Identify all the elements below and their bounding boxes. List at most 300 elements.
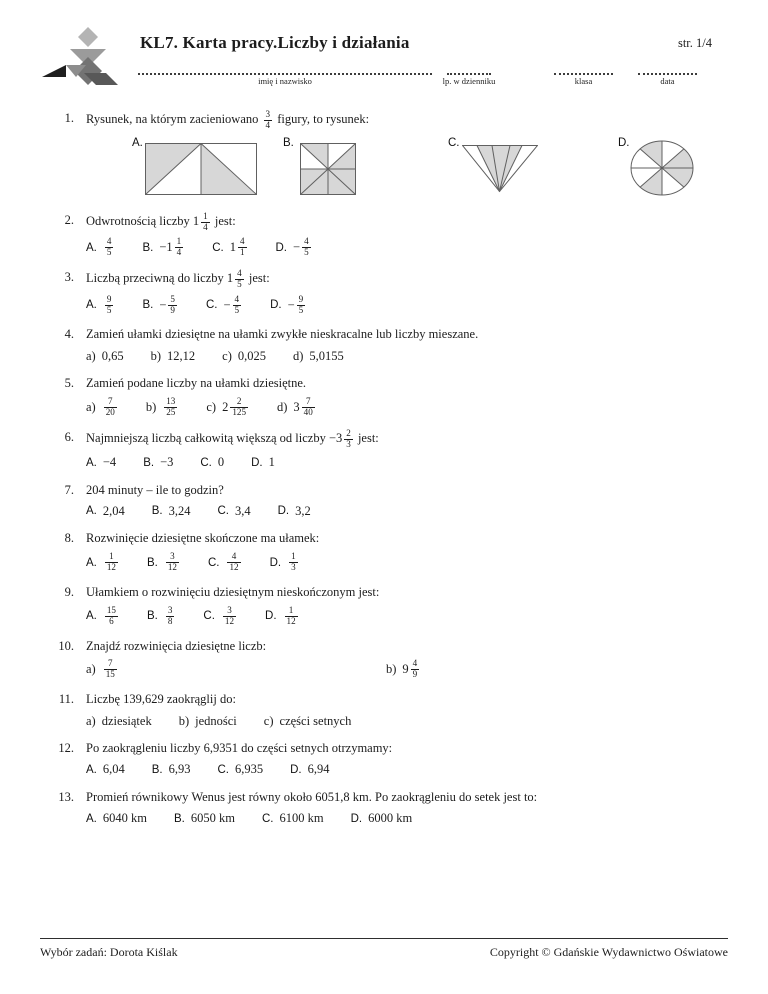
fraction — [105, 295, 114, 316]
option-value — [167, 349, 195, 364]
text: 0 — [217, 455, 225, 470]
option-c — [222, 349, 266, 364]
question-number: 2. — [64, 212, 74, 227]
question-number: 9. — [64, 585, 74, 599]
mixed-number-whole: 2 — [222, 400, 229, 415]
question-number: 13. — [58, 789, 74, 804]
option-value — [103, 455, 116, 470]
text: 6000 km — [368, 811, 413, 826]
text: jedności — [195, 713, 237, 728]
options-row — [86, 713, 728, 729]
option-B — [143, 455, 173, 470]
option-value — [293, 397, 316, 418]
question-12 — [40, 740, 728, 778]
fraction-numerator: 1 — [176, 236, 182, 247]
option-value — [164, 606, 177, 627]
mixed-number-whole: 1 — [229, 240, 236, 255]
option-letter: B. — [151, 505, 163, 518]
fraction-denominator: 20 — [105, 407, 115, 418]
fraction-denominator: 12 — [286, 615, 296, 626]
text: Znajdź rozwinięcia dziesiętne liczb: — [86, 638, 267, 653]
fraction-numerator: 7 — [107, 658, 113, 669]
option-letter: d) — [277, 400, 288, 415]
option-value — [269, 455, 275, 470]
text: jest: — [211, 213, 236, 228]
option-letter: D. — [275, 241, 287, 254]
option-D — [276, 237, 313, 258]
fraction-denominator: 4 — [203, 221, 208, 232]
option-letter: d) — [292, 348, 304, 363]
options-row — [86, 606, 728, 627]
text: Zamień podane liczby na ułamki dziesiętne. — [86, 376, 307, 391]
fraction — [230, 397, 248, 418]
option-letter: D. — [269, 556, 282, 569]
option-letter: C. — [203, 610, 215, 623]
question-number: 6. — [64, 429, 74, 444]
text: 6050 km — [190, 811, 235, 826]
fraction-numerator: 4 — [412, 658, 418, 669]
option-value — [160, 455, 173, 470]
option-letter: A. — [86, 763, 97, 776]
question-5 — [40, 375, 728, 418]
option-a — [86, 397, 119, 418]
fraction — [411, 659, 420, 680]
question-9 — [40, 584, 728, 627]
option-d — [293, 349, 344, 364]
page-title: KL7. Karta pracy.Liczby i działania — [140, 33, 410, 52]
text: − — [293, 240, 301, 255]
option-letter: D. — [270, 299, 282, 312]
option-letter: A. — [86, 299, 97, 312]
fraction-numerator: 1 — [203, 210, 208, 221]
option-letter: D. — [290, 763, 302, 776]
question-body — [86, 482, 728, 520]
fraction-numerator: 4 — [106, 236, 112, 247]
fraction — [302, 237, 311, 258]
fraction-numerator: 9 — [106, 293, 112, 304]
option-C — [262, 811, 324, 826]
question-13 — [40, 789, 728, 827]
dotted-fill-in-line — [138, 62, 432, 75]
option-B — [174, 811, 235, 826]
option-letter: b) — [178, 713, 190, 728]
option-value — [103, 295, 116, 316]
fraction-numerator: 5 — [170, 293, 175, 304]
option-letter: C. — [212, 241, 224, 254]
option-C — [218, 504, 251, 519]
option-D — [265, 606, 300, 627]
fraction-numerator: 15 — [106, 604, 116, 615]
text: Odwrotnością liczby — [86, 213, 193, 228]
fraction — [168, 295, 177, 316]
question-number: 10. — [58, 638, 74, 653]
option-A — [86, 455, 116, 470]
question-6 — [40, 429, 728, 471]
option-letter: B. — [142, 241, 154, 254]
option-b — [386, 659, 421, 680]
option-value — [102, 349, 124, 364]
option-letter: a) — [86, 348, 96, 363]
fraction — [105, 237, 114, 258]
fraction-denominator: 12 — [224, 615, 235, 626]
options-row — [86, 397, 728, 418]
fraction-denominator: 12 — [229, 562, 239, 573]
question-number: 4. — [64, 327, 74, 342]
option-value — [195, 714, 237, 729]
question-text — [86, 530, 728, 547]
option-B — [152, 504, 191, 519]
option-letter: D. — [251, 456, 263, 469]
mixed-number-whole: 3 — [293, 400, 300, 415]
option-value — [280, 714, 352, 729]
text: 6,93 — [168, 762, 191, 777]
question-number: 11. — [58, 692, 74, 707]
fraction — [297, 295, 306, 316]
question-text — [86, 482, 728, 499]
option-B — [147, 552, 181, 573]
question-text — [86, 740, 728, 757]
question-text — [86, 375, 728, 392]
fraction-denominator: 9 — [170, 304, 175, 315]
question-4 — [40, 326, 728, 364]
footer-copyright: Copyright © Gdańskie Wydawnictwo Oświatowe — [489, 945, 728, 959]
fraction-numerator: 2 — [236, 396, 242, 407]
questions — [40, 110, 728, 838]
text: 0,025 — [237, 348, 266, 363]
fraction-numerator: 4 — [234, 293, 240, 304]
question-body — [86, 740, 728, 778]
fraction — [105, 606, 118, 627]
option-A — [86, 504, 125, 519]
option-value — [103, 237, 116, 258]
question-body — [86, 638, 728, 681]
fraction — [166, 606, 175, 627]
fraction-denominator: 4 — [176, 247, 182, 258]
option-value — [103, 504, 125, 519]
option-letter: B. — [151, 763, 163, 776]
question-body — [86, 584, 728, 627]
question-body — [86, 375, 728, 418]
fraction — [223, 606, 236, 627]
text: 12,12 — [167, 348, 196, 363]
fraction-denominator: 25 — [166, 407, 176, 418]
option-letter: b) — [150, 348, 162, 363]
question-number: 5. — [64, 376, 74, 391]
fraction — [238, 237, 247, 258]
option-letter: c) — [206, 400, 217, 415]
option-c — [206, 397, 250, 418]
field-label: lp. w dzienniku — [442, 76, 496, 86]
options-row — [86, 552, 728, 573]
text: 204 minuty – ile to godzin? — [86, 482, 224, 497]
question-number: 1. — [64, 111, 74, 125]
options-row — [86, 455, 728, 471]
fraction-numerator: 3 — [167, 604, 173, 615]
text: Promień równikowy Wenus jest równy około 6051,8 km. Po zaokrągleniu do setek jest to: — [86, 789, 538, 804]
option-D — [270, 552, 300, 573]
question-2 — [40, 212, 728, 258]
fraction-denominator: 3 — [346, 438, 351, 449]
text: 0,65 — [101, 348, 124, 363]
option-C — [200, 455, 224, 470]
question-1 — [40, 110, 728, 201]
option-letter: A. — [86, 610, 97, 623]
fraction — [166, 552, 179, 573]
option-value — [103, 552, 120, 573]
text: −3 — [160, 455, 174, 470]
question-body — [86, 691, 728, 729]
text: Liczbą przeciwną do liczby — [86, 270, 227, 285]
option-value — [169, 504, 191, 519]
text: 3,24 — [168, 503, 191, 518]
figure-c-triangle — [462, 145, 538, 193]
text: Po zaokrągleniu liczby 6,9351 do części setnych otrzymamy: — [86, 741, 393, 755]
fraction-numerator: 3 — [265, 109, 271, 119]
option-value — [235, 762, 263, 777]
option-value — [293, 237, 313, 258]
option-value — [164, 552, 181, 573]
text: 6,04 — [102, 762, 125, 777]
text: 1 — [268, 455, 275, 470]
text: części setnych — [279, 713, 352, 728]
figure-d-circle — [630, 140, 694, 197]
option-value — [102, 659, 119, 680]
mixed-number-whole: 1 — [166, 240, 173, 255]
question-number: 12. — [58, 741, 74, 755]
option-A — [86, 295, 115, 316]
field-name-surname — [138, 62, 432, 84]
fraction — [235, 269, 244, 290]
text: 2,04 — [102, 503, 125, 518]
option-letter: c) — [263, 713, 274, 728]
text: Zamień ułamki dziesiętne na ułamki zwykłe nieskracalne lub liczby mieszane. — [86, 327, 479, 342]
option-letter: A. — [86, 241, 97, 254]
option-C — [206, 295, 243, 316]
fraction-denominator: 5 — [298, 304, 304, 315]
option-value — [287, 552, 300, 573]
fraction-numerator: 7 — [107, 396, 113, 407]
option-value — [223, 295, 243, 316]
option-letter: B. — [143, 456, 155, 469]
fraction-numerator: 4 — [239, 236, 245, 247]
option-value — [103, 606, 120, 627]
fraction — [302, 397, 315, 418]
text: 6100 km — [279, 811, 324, 826]
option-value — [368, 811, 412, 826]
gwo-tangram-logo-icon — [38, 26, 122, 90]
option-letter: c) — [222, 348, 232, 363]
dotted-fill-in-line — [554, 62, 613, 75]
dotted-fill-in-line — [638, 62, 697, 75]
option-C — [212, 237, 248, 258]
question-3 — [40, 269, 728, 315]
text: Rozwinięcie dziesiętne skończone ma ułamek: — [86, 531, 320, 546]
fraction-numerator: 13 — [166, 396, 176, 407]
figure-b-label: B. — [283, 136, 294, 149]
option-letter: C. — [217, 505, 229, 518]
option-value — [288, 295, 308, 316]
text: 6040 km — [102, 811, 147, 826]
question-body — [86, 269, 728, 315]
field-register-number — [442, 62, 496, 86]
worksheet-header — [0, 0, 768, 108]
question-body — [86, 110, 728, 201]
text: − — [159, 297, 167, 312]
question-text — [86, 691, 728, 708]
option-value — [283, 606, 300, 627]
options-row — [86, 348, 728, 364]
fraction-denominator: 3 — [291, 562, 296, 573]
option-value — [102, 397, 119, 418]
question-text — [86, 638, 728, 655]
question-text — [86, 789, 728, 806]
field-date — [638, 62, 697, 84]
text: − — [223, 297, 231, 312]
option-letter: A. — [86, 456, 97, 469]
options-row — [86, 659, 728, 680]
fraction-denominator: 5 — [106, 247, 112, 258]
text: − — [287, 297, 295, 312]
page-footer — [40, 938, 728, 960]
option-letter: a) — [86, 400, 96, 415]
option-D — [270, 295, 307, 316]
fraction — [289, 552, 298, 573]
option-value — [159, 295, 179, 316]
figure-a-rectangle — [145, 143, 257, 195]
figure-a-label: A. — [132, 136, 143, 149]
option-D — [251, 455, 275, 470]
option-A — [86, 606, 120, 627]
fraction-denominator: 4 — [265, 119, 271, 130]
option-value — [218, 455, 224, 470]
fraction-denominator: 1 — [239, 247, 245, 258]
option-letter: b) — [386, 662, 397, 677]
option-C — [203, 606, 238, 627]
question-body — [86, 789, 728, 827]
page-number: str. 1/4 — [677, 36, 712, 50]
question-7 — [40, 482, 728, 520]
option-A — [86, 237, 115, 258]
question-8 — [40, 530, 728, 573]
option-value — [103, 811, 147, 826]
fraction-denominator: 6 — [105, 616, 118, 627]
option-b — [179, 714, 237, 729]
text: 3,4 — [235, 503, 251, 518]
figure-c-label: C. — [448, 136, 460, 149]
figure-d-label: D. — [618, 136, 630, 149]
field-label: data — [660, 76, 675, 86]
option-value — [230, 237, 249, 258]
option-letter: D. — [350, 812, 363, 825]
option-value — [169, 762, 191, 777]
option-a — [86, 349, 124, 364]
option-value — [159, 237, 185, 258]
question-10 — [40, 638, 728, 681]
option-letter: a) — [86, 713, 96, 728]
option-letter: B. — [146, 556, 158, 569]
figure-b-square — [300, 143, 356, 195]
option-letter: a) — [86, 662, 96, 677]
option-letter: b) — [145, 400, 157, 415]
fraction — [233, 295, 242, 316]
option-letter: C. — [205, 299, 218, 312]
fraction-denominator: 12 — [167, 562, 177, 573]
text: Rysunek, na którym zacieniowano — [86, 111, 262, 126]
option-value — [221, 606, 238, 627]
fraction-numerator: 1 — [291, 551, 296, 562]
question-body — [86, 212, 728, 258]
question-11 — [40, 691, 728, 729]
option-C — [208, 552, 243, 573]
fraction — [175, 237, 184, 258]
option-value — [279, 811, 323, 826]
question-text — [86, 429, 728, 450]
fraction — [344, 429, 353, 450]
fraction-denominator: 9 — [412, 669, 418, 680]
question-number: 3. — [64, 270, 74, 285]
fraction-numerator: 1 — [109, 551, 114, 562]
option-letter: C. — [261, 812, 274, 825]
text: 6,935 — [235, 762, 264, 777]
question-number: 7. — [64, 482, 74, 497]
option-letter: B. — [146, 610, 158, 623]
fraction — [105, 552, 118, 573]
fraction-numerator: 4 — [237, 268, 242, 279]
answer-figures-row — [86, 137, 734, 199]
fraction-denominator: 15 — [105, 669, 115, 680]
option-letter: D. — [265, 610, 277, 623]
option-value — [309, 349, 343, 364]
option-A — [86, 762, 125, 777]
fraction-numerator: 7 — [305, 396, 311, 407]
option-value — [308, 762, 330, 777]
fraction-denominator: 125 — [232, 407, 246, 418]
option-d — [277, 397, 317, 418]
option-value — [162, 397, 179, 418]
option-B — [147, 606, 176, 627]
text: −4 — [102, 455, 117, 470]
fraction-denominator: 12 — [106, 562, 116, 573]
option-letter: A. — [86, 556, 97, 569]
option-letter: A. — [86, 505, 97, 518]
options-row — [86, 295, 728, 316]
fraction — [164, 397, 177, 418]
option-letter: C. — [207, 556, 220, 569]
question-body — [86, 530, 728, 573]
option-a — [86, 659, 386, 680]
text: 6,94 — [307, 762, 330, 777]
footer-author: Wybór zadań: Dorota Kiślak — [40, 945, 178, 959]
option-A — [86, 811, 147, 826]
option-value — [222, 397, 250, 418]
fraction-numerator: 1 — [288, 604, 294, 615]
fraction — [104, 659, 117, 680]
fraction-denominator: 40 — [303, 407, 313, 418]
text: − — [159, 240, 167, 255]
fraction — [227, 552, 240, 573]
fraction-numerator: 4 — [304, 236, 309, 247]
option-B — [152, 762, 191, 777]
option-A — [86, 552, 120, 573]
options-row — [86, 811, 728, 827]
option-D — [351, 811, 413, 826]
fraction-denominator: 5 — [304, 247, 309, 258]
question-text — [86, 584, 728, 601]
option-value — [102, 714, 152, 729]
option-D — [290, 762, 329, 777]
text: jest: — [245, 270, 270, 285]
option-letter: A. — [86, 812, 97, 825]
